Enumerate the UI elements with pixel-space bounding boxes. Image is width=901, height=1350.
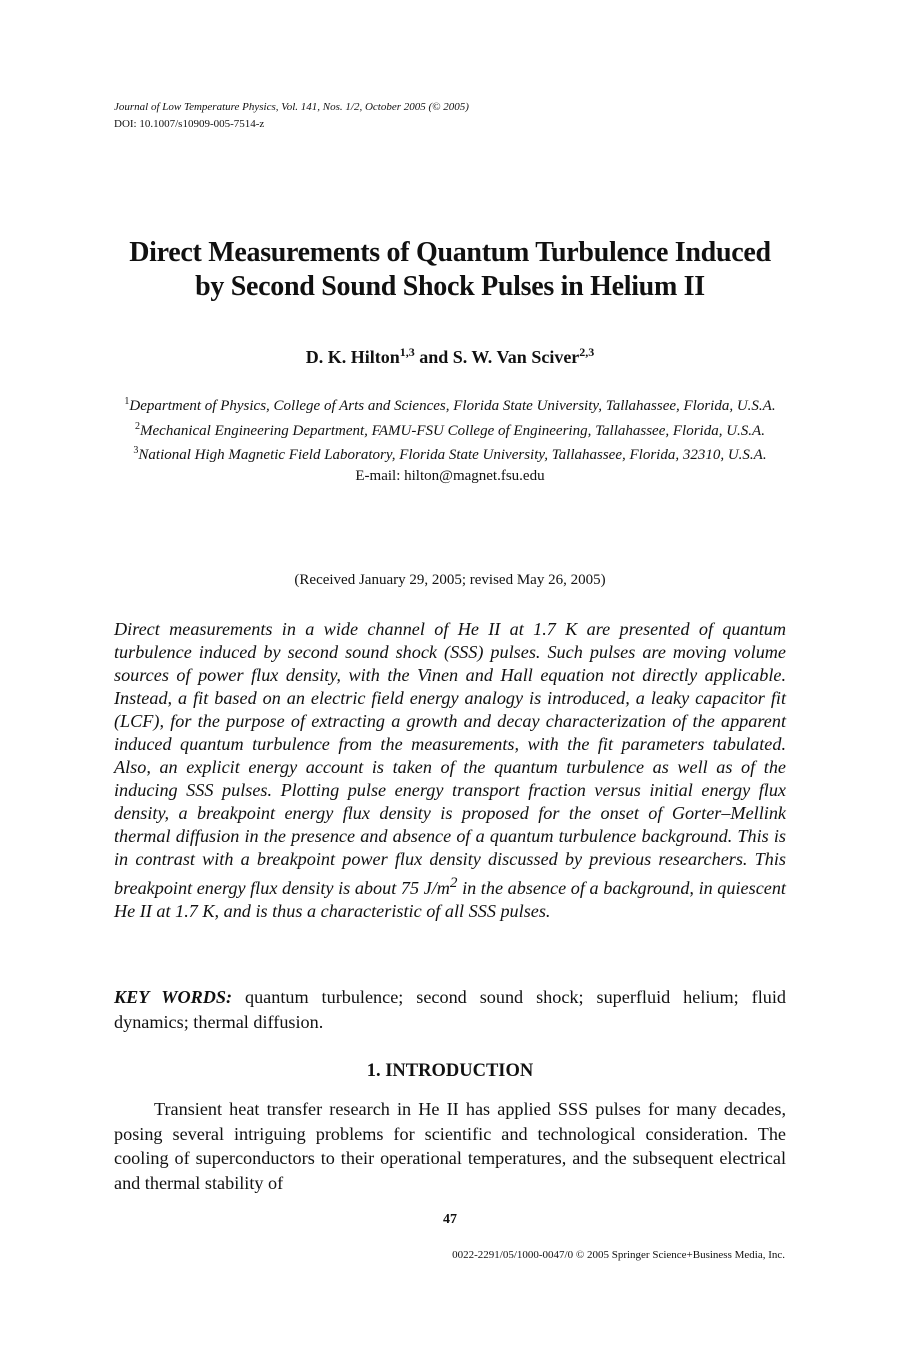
title-line-1: Direct Measurements of Quantum Turbulence Induced bbox=[129, 237, 771, 268]
received-dates: (Received January 29, 2005; revised May 26, 2005) bbox=[294, 572, 606, 588]
copyright-line: 0022-2291/05/1000-0047/0 © 2005 Springer Science+Business Media, Inc. bbox=[452, 1249, 785, 1261]
author-list bbox=[100, 340, 800, 369]
abstract-text-end: in the absence of a background, in quiescent He II at 1.7 K, and is thus a characteristic of all SSS pulses. bbox=[114, 878, 786, 922]
affiliation-1-text: Department of Physics, College of Arts and Sciences, Florida State University, Tallahassee, Florida, U.S.A. bbox=[129, 398, 776, 414]
journal-citation: Journal of Low Temperature Physics, Vol. 141, Nos. 1/2, October 2005 (© 2005) bbox=[114, 101, 469, 113]
author-1: D. K. Hilton bbox=[305, 347, 400, 367]
affiliation-1 bbox=[114, 392, 786, 417]
contact-email: E-mail: hilton@magnet.fsu.edu bbox=[355, 467, 545, 484]
section-heading: 1. INTRODUCTION bbox=[366, 1061, 534, 1081]
affiliation-3 bbox=[114, 441, 786, 466]
affiliation-1-mark: 1 bbox=[124, 396, 130, 407]
doi: DOI: 10.1007/s10909-005-7514-z bbox=[114, 118, 265, 130]
author-conjunction: and bbox=[414, 347, 453, 367]
page-number: 47 bbox=[443, 1212, 457, 1227]
affiliation-2-text: Mechanical Engineering Department, FAMU-FSU College of Engineering, Tallahassee, Florida, U.S.A. bbox=[140, 422, 765, 439]
affiliation-2 bbox=[114, 417, 786, 442]
abstract-superscript: 2 bbox=[449, 874, 458, 891]
keywords-label: KEY WORDS: bbox=[114, 987, 233, 1007]
abstract-text: Direct measurements in a wide channel of He II at 1.7 K are presented of quantum turbulence induced by second sound shock (SSS) pulses. Such pulses are moving volume sources of power flux density, with the Vinen and Hall equation not directly applicable. Instead, a fit based on an electric field energy analogy is introduced, a leaky capacitor fit (LCF), for the purpose of extracting a growth and decay characterization of the apparent induced quantum turbulence from the measurements, with the fit parameters tabulated. Also, an explicit energy account is taken of the quantum turbulence as well as of the inducing SSS pulses. Plotting pulse energy transport fraction versus initial energy flux density, a breakpoint energy flux density is proposed for the onset of Gorter–Mellink thermal diffusion in the presence and absence of a quantum turbulence background. This is in contrast with a breakpoint power flux density discussed by previous researchers. This breakpoint energy flux density is about 75 J/m bbox=[114, 619, 786, 899]
author-2: S. W. Van Sciver bbox=[452, 347, 580, 367]
keywords-list: quantum turbulence; second sound shock; superfluid helium; fluid dynamics; thermal diffusion. bbox=[114, 987, 786, 1032]
keywords bbox=[114, 985, 786, 1035]
author-2-affil-marks: 2,3 bbox=[579, 345, 595, 359]
introduction-paragraph: Transient heat transfer research in He II has applied SSS pulses for many decades, posing several intriguing problems for scientific and technological consideration. The cooling of superconductors to their operational temperatures, and the subsequent electrical and thermal stability of bbox=[114, 1099, 786, 1193]
affiliation-3-text: National High Magnetic Field Laboratory, Florida State University, Tallahassee, Florida, 32310, U.S.A. bbox=[138, 447, 767, 463]
affiliations bbox=[114, 392, 786, 486]
author-1-affil-marks: 1,3 bbox=[399, 345, 415, 359]
abstract bbox=[114, 618, 786, 923]
paper-title bbox=[100, 236, 800, 304]
affiliation-2-mark: 2 bbox=[135, 420, 141, 432]
affiliation-3-mark: 3 bbox=[133, 445, 139, 456]
title-line-2: by Second Sound Shock Pulses in Helium II bbox=[195, 271, 705, 302]
